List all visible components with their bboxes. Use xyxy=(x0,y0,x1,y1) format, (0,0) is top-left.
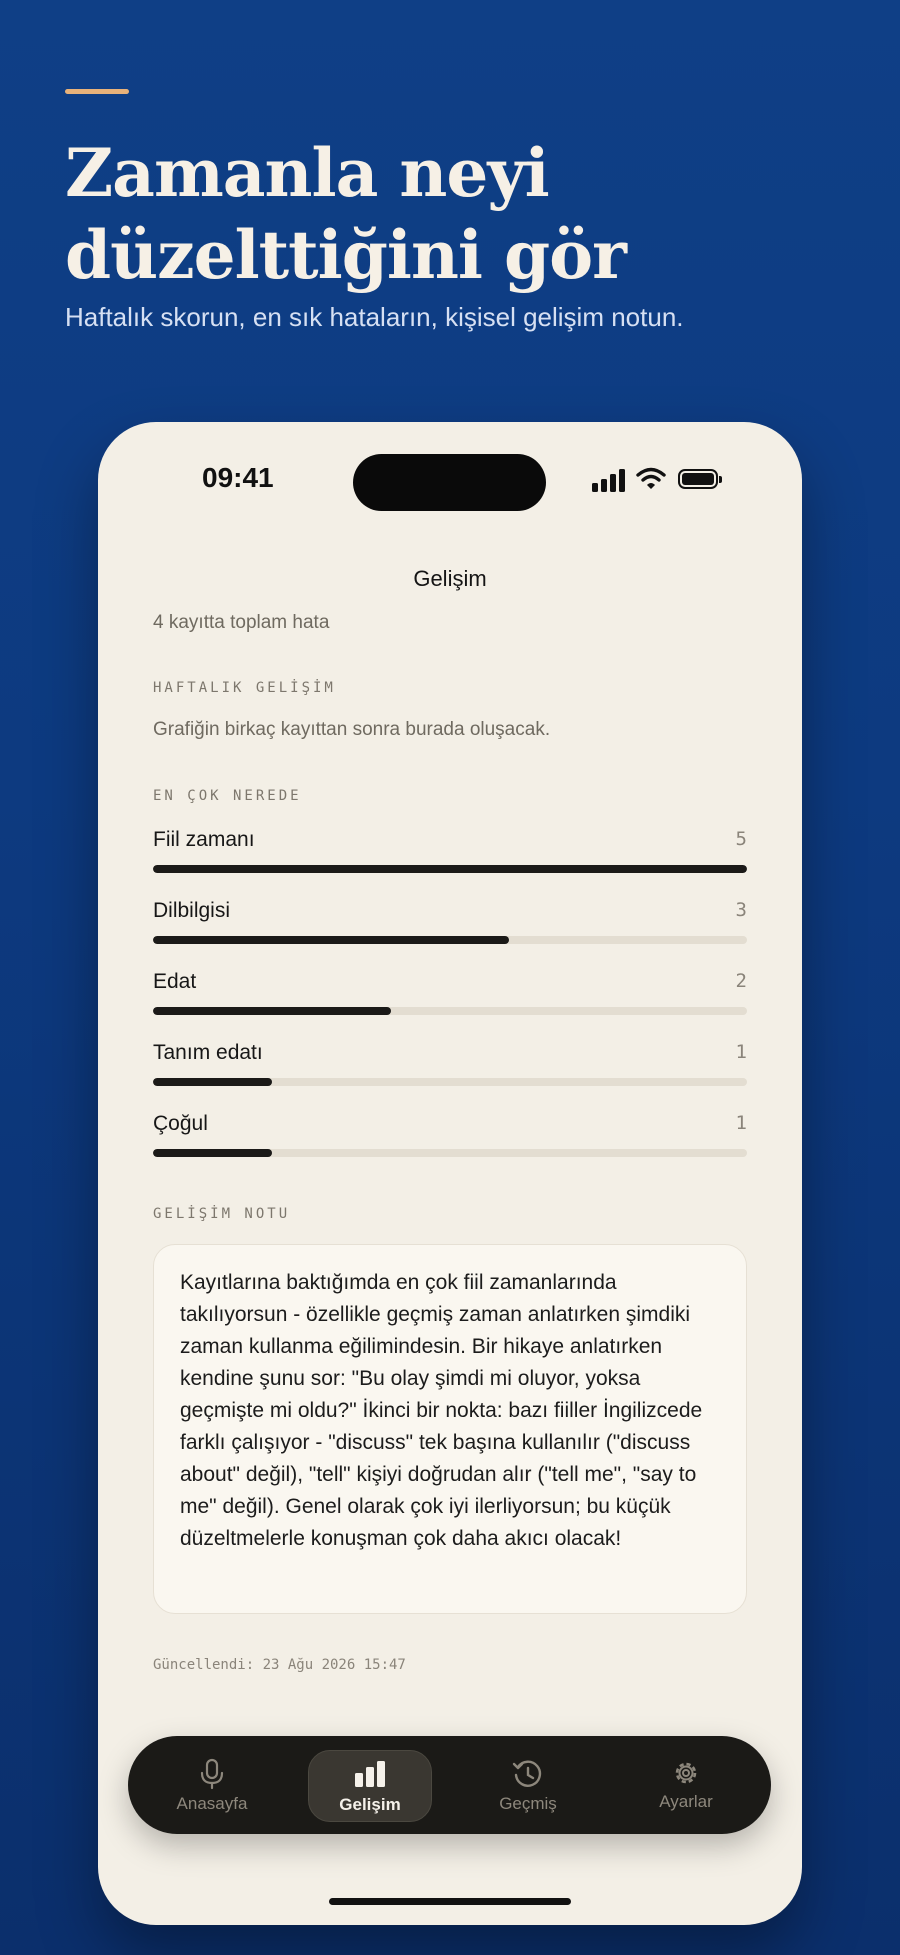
updated-timestamp: Güncellendi: 23 Ağu 2026 15:47 xyxy=(153,1657,406,1673)
note-section-label: GELİŞİM NOTU xyxy=(153,1206,291,1222)
progress-note-card xyxy=(153,1244,747,1614)
error-count: 2 xyxy=(735,970,747,992)
error-count: 1 xyxy=(735,1112,747,1134)
error-bar-fill xyxy=(153,1078,272,1086)
error-name: Çoğul xyxy=(153,1112,208,1135)
error-row xyxy=(153,1112,747,1183)
tab-anasayfa[interactable] xyxy=(150,1750,274,1822)
errors-section-label: EN ÇOK NEREDE xyxy=(153,788,302,804)
error-category-list xyxy=(153,828,747,1183)
microphone-icon xyxy=(199,1758,225,1790)
tab-gecmis[interactable] xyxy=(466,1750,590,1822)
weekly-empty-text: Grafiğin birkaç kayıttan sonra burada oluşacak. xyxy=(153,719,551,740)
error-row xyxy=(153,970,747,1041)
gear-icon xyxy=(671,1758,701,1788)
page-title: Gelişim xyxy=(413,566,487,591)
error-bar-fill xyxy=(153,1007,391,1015)
hero-accent-line xyxy=(65,89,129,94)
error-summary: 4 kayıtta toplam hata xyxy=(153,612,330,633)
error-bar-track xyxy=(153,1149,747,1157)
error-name: Dilbilgisi xyxy=(153,899,231,922)
home-indicator xyxy=(329,1898,571,1905)
error-count: 5 xyxy=(735,828,747,850)
tab-label: Anasayfa xyxy=(176,1794,248,1813)
tab-label: Gelişim xyxy=(339,1795,401,1814)
tab-label: Geçmiş xyxy=(499,1794,557,1813)
phone-frame xyxy=(98,422,802,1925)
error-name: Fiil zamanı xyxy=(153,828,255,851)
error-row xyxy=(153,899,747,970)
error-bar-track xyxy=(153,936,747,944)
dynamic-island xyxy=(353,454,546,511)
error-count: 1 xyxy=(735,1041,747,1063)
bar-chart-icon xyxy=(353,1759,387,1791)
status-time: 09:41 xyxy=(202,462,274,493)
error-bar-track xyxy=(153,865,747,873)
wifi-icon xyxy=(636,466,666,492)
error-row xyxy=(153,1041,747,1112)
tab-gelisim[interactable] xyxy=(308,1750,432,1822)
error-bar-fill xyxy=(153,865,747,873)
history-icon xyxy=(512,1758,544,1790)
error-bar-track xyxy=(153,1007,747,1015)
tab-label: Ayarlar xyxy=(659,1792,713,1811)
progress-note-text: Kayıtlarına baktığımda en çok fiil zamanlarında takılıyorsun - özellikle geçmiş zaman anlatırken şimdiki zaman kullanma eğilimindesin. Bir hikaye anlatırken kendine şunu sor: "Bu olay şimdi mi oluyor, yoksa geçmişte mi oldu?" İkinci bir nokta: bazı fiiller İngilizcede farklı çalışıyor - "discuss" tek başına kullanılır ("discuss about" değil), "tell" kişiyi doğrudan alır ("tell me", "say to me" değil). Genel olarak çok iyi ilerliyorsun; bu küçük düzeltmelerle konuşman çok daha akıcı olacak! xyxy=(180,1271,703,1550)
hero-subtitle: Haftalık skorun, en sık hataların, kişisel gelişim notun. xyxy=(65,302,684,332)
error-count: 3 xyxy=(735,899,747,921)
tab-bar xyxy=(128,1736,771,1834)
error-bar-fill xyxy=(153,1149,272,1157)
weekly-section-label: HAFTALIK GELİŞİM xyxy=(153,680,336,696)
error-name: Edat xyxy=(153,970,197,993)
hero-title: Zamanla neyi düzelttiğini gör xyxy=(65,134,626,294)
signal-icon xyxy=(592,468,626,492)
tab-ayarlar[interactable] xyxy=(624,1750,748,1822)
error-bar-track xyxy=(153,1078,747,1086)
error-name: Tanım edatı xyxy=(153,1041,263,1064)
battery-icon xyxy=(678,469,718,489)
error-row xyxy=(153,828,747,899)
error-bar-fill xyxy=(153,936,509,944)
